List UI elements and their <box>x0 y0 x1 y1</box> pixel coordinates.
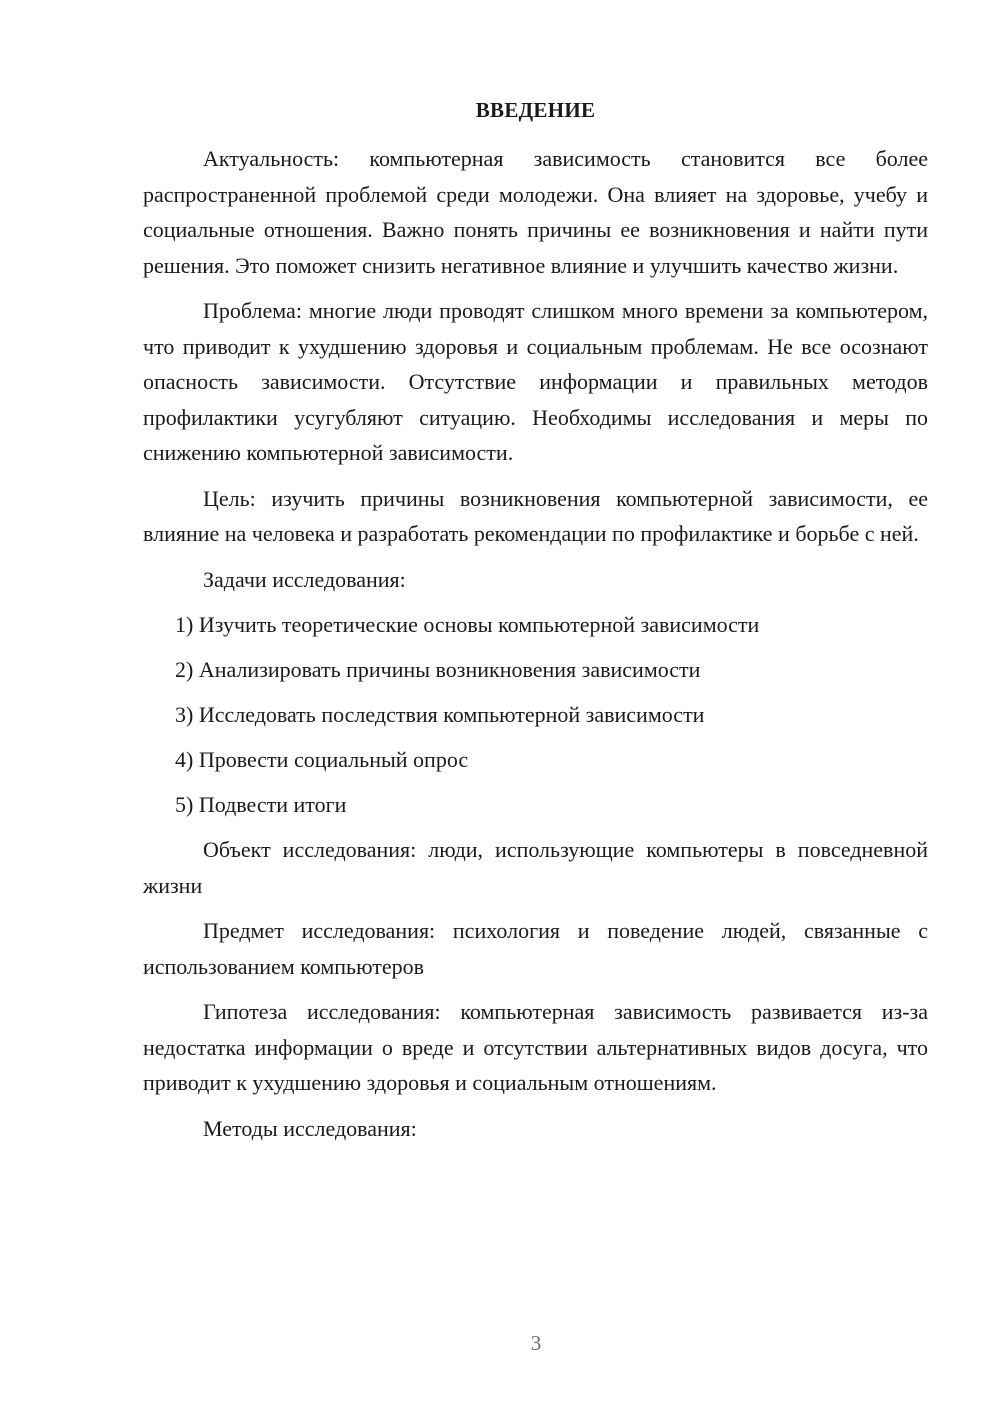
relevance-paragraph: Актуальность: компьютерная зависимость становится все более распространенной проблемой среди молодежи. Она влияет на здоровье, учебу и социальные отношения. Важно понять причины ее возникновения и найти пути решения. Это поможет снизить негативное влияние и улучшить качество жизни. <box>143 146 928 278</box>
hypothesis-paragraph: Гипотеза исследования: компьютерная зависимость развивается из-за недостатка информации о вреде и отсутствии альтернативных видов досуга, что приводит к ухудшению здоровья и социальным отношениям. <box>143 999 928 1095</box>
task-item-1: 1) Изучить теоретические основы компьютерной зависимости <box>175 612 760 637</box>
tasks-list <box>143 607 928 823</box>
object-paragraph: Объект исследования: люди, использующие компьютеры в повседневной жизни <box>143 837 928 898</box>
tasks-heading: Задачи исследования: <box>203 566 406 592</box>
task-item-5: 5) Подвести итоги <box>175 792 347 817</box>
task-item-2: 2) Анализировать причины возникновения зависимости <box>175 657 701 682</box>
subject-paragraph: Предмет исследования: психология и поведение людей, связанные с использованием компьютеров <box>143 918 928 979</box>
methods-heading: Методы исследования: <box>203 1115 417 1141</box>
task-item-3: 3) Исследовать последствия компьютерной зависимости <box>175 702 705 727</box>
task-item-4: 4) Провести социальный опрос <box>175 747 469 772</box>
goal-paragraph: Цель: изучить причины возникновения компьютерной зависимости, ее влияние на человека и разработать рекомендации по профилактике и борьбе с ней. <box>143 485 928 546</box>
page-number: 3 <box>530 1331 542 1355</box>
page-content <box>143 95 928 1156</box>
section-title: ВВЕДЕНИЕ <box>475 98 596 122</box>
problem-paragraph: Проблема: многие люди проводят слишком много времени за компьютером, что приводит к ухудшению здоровья и социальным проблемам. Не все осознают опасность зависимости. Отсутствие информации и правильных методов профилактики усугубляют ситуацию. Необходимы исследования и меры по снижению компьютерной зависимости. <box>143 298 928 465</box>
